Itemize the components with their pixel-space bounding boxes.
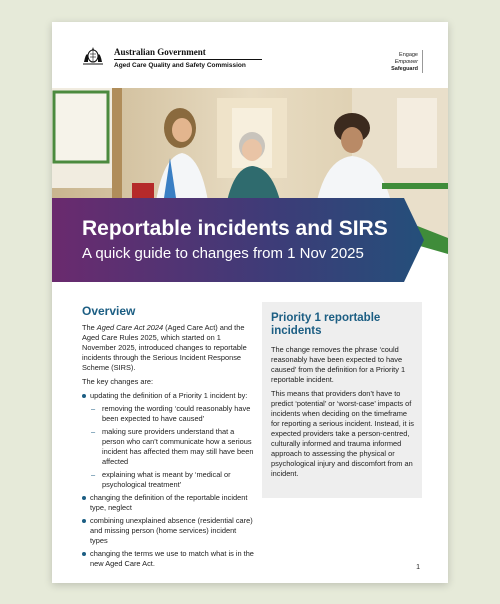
- document-header: [52, 22, 448, 85]
- intro-act-name: Aged Care Act 2024: [96, 323, 164, 332]
- tagline-empower: Empower: [394, 59, 418, 65]
- list-item: [82, 391, 254, 490]
- coat-of-arms-icon: [81, 44, 105, 66]
- tagline: [391, 52, 418, 73]
- priority-heading: Priority 1 reportable incidents: [271, 312, 381, 337]
- document-page: [52, 22, 448, 583]
- tagline-divider: [422, 50, 423, 73]
- intro-pre: The: [82, 323, 97, 332]
- sub-list: [90, 404, 254, 490]
- intro-post: (Aged Care Act) and the Aged Care Rules 2025, which started on 1 November 2025, introduced changes to reportable incidents through the Serious Incident Response Scheme (SIRS).: [82, 323, 247, 372]
- tagline-safeguard: Safeguard: [391, 66, 418, 72]
- list-item: changing the terms we use to match what is in the new Aged Care Act.: [82, 549, 254, 569]
- logo-divider: [114, 59, 262, 60]
- government-name: Australian Government: [114, 47, 206, 57]
- priority-paragraph-1: The change removes the phrase ‘could reasonably have been expected to have caused’ from the definition for a Priority 1 reportable incident.: [271, 345, 406, 384]
- priority-section: [271, 312, 416, 483]
- document-subtitle: A quick guide to changes from 1 Nov 2025: [82, 245, 364, 262]
- page-number: 1: [416, 564, 420, 571]
- overview-section: [82, 304, 254, 572]
- key-changes-lead: The key changes are:: [82, 377, 154, 386]
- priority-callout-box: [262, 302, 422, 498]
- key-changes-list: [82, 391, 254, 569]
- priority-paragraph-2: This means that providers don’t have to predict ‘potential’ or ‘worst-case’ impacts of incidents when deciding on the timeframe for reporting a serious incident. Instead, it is expected providers take a person-centred, culturally informed and trauma informed approach to assessing the physical or psychological injury and discomfort from an incident.: [271, 389, 414, 478]
- title-block: [82, 217, 388, 264]
- overview-heading: Overview: [82, 304, 136, 318]
- list-item: combining unexplained absence (residential care) and missing person (home services) incident types: [82, 516, 254, 546]
- sub-list-item: – explaining what is meant by ‘medical or psychological treatment’: [90, 470, 254, 490]
- document-title: Reportable incidents and SIRS: [82, 217, 388, 240]
- tagline-engage: Engage: [399, 52, 418, 58]
- overview-intro: [82, 323, 254, 373]
- commission-name: Aged Care Quality and Safety Commission: [114, 62, 246, 69]
- sub-list-item: – making sure providers understand that a person who can’t communicate how a serious incident has affected them may still have been affected: [90, 427, 254, 467]
- bullet-text: updating the definition of a Priority 1 incident by:: [90, 391, 248, 400]
- sub-list-item: – removing the wording ‘could reasonably have been expected to have caused’: [90, 404, 254, 424]
- list-item: changing the definition of the reportable incident type, neglect: [82, 493, 254, 513]
- government-logo-text: [114, 47, 262, 69]
